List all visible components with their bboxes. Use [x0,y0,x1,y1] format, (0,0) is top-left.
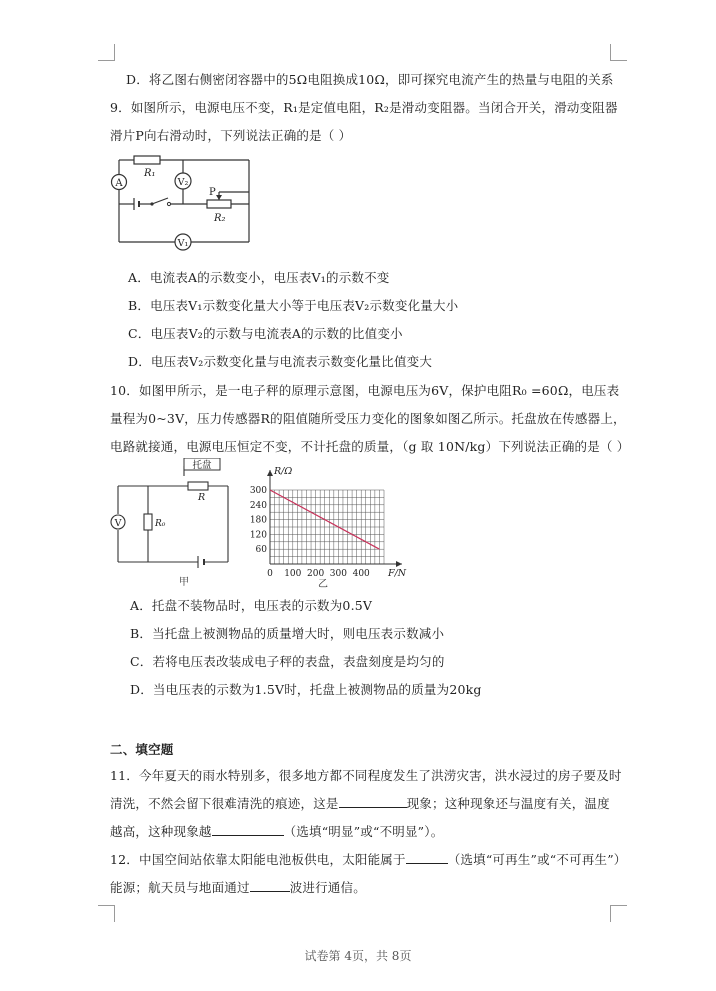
q9-slider-arrow-icon [216,195,222,200]
q9-label-v2: V₂ [177,177,189,188]
q9-label-r2: R₂ [214,213,226,224]
q12-line2 [110,878,366,896]
chart-x-tick-label: 0 [267,569,273,579]
q10-stem-line3: 电路就接通，电源电压恒定不变，不计托盘的质量，（g 取 10N/kg）下列说法正确的是（ ） [110,439,630,454]
chart-x-tick-label: 300 [329,569,347,579]
crop-mark-top-left [98,44,115,61]
q9-option-c: C．电压表V₂的示数与电流表A的示数的比值变小 [128,326,403,341]
q12-line1-text-b: （选填“可再生”或“不可再生”） [447,852,627,867]
q9-resistor-r2 [207,200,231,208]
q9-resistor-r1 [134,156,160,164]
q9-label-v1: V₁ [177,238,189,249]
q10-option-a: A．托盘不装物品时，电压表的示数为0.5V [130,598,373,613]
q11-line3-text-b: （选填“明显”或“不明显”）。 [283,824,444,839]
chart-y-tick-label: 120 [249,530,267,541]
q10-label-v: V [114,518,122,529]
q10-option-c: C．若将电压表改装成电子秤的表盘，表盘刻度是均匀的 [130,654,445,669]
chart-y-tick-label: 240 [249,500,267,511]
q11-line2 [110,794,610,812]
q10-graph-yi [248,464,418,588]
chart-x-axis-label: F/N [388,568,407,579]
q9-option-a: A．电流表A的示数变小，电压表V₁的示数不变 [128,270,390,285]
q9-label-r1: R₁ [144,168,156,179]
q10-resistor-r0 [144,514,152,530]
q10-stem-line2: 量程为0~3V，压力传感器R的阻值随所受压力变化的图象如图乙所示。托盘放在传感器上， [110,411,626,426]
q11-line3-text-a: 越高，这种现象越 [110,824,212,839]
q9-stem-line1: 9．如图所示，电源电压不变，R₁是定值电阻，R₂是滑动变阻器。当闭合开关，滑动变阻器 [110,100,618,115]
q11-blank-2[interactable] [212,823,284,836]
q11-line3 [110,822,443,840]
q12-line2-text-b: 波进行通信。 [289,880,366,895]
q10-pressure-sensor-r [188,482,208,490]
q10-label-tray: 托盘 [192,460,212,471]
q10-circuit-figure-jia [104,458,234,588]
q11-blank-1[interactable] [339,795,407,808]
chart-y-axis-arrow-icon [267,470,273,476]
q10-caption-jia: 甲 [179,577,189,588]
chart-x-tick-label: 200 [307,569,325,579]
q10-label-r0: R₀ [155,519,166,529]
q10-label-r: R [198,492,206,503]
q9-switch-pivot [150,202,153,205]
q11-line1: 11．今年夏天的雨水特别多，很多地方都不同程度发生了洪涝灾害，洪水浸过的房子要及时 [110,768,622,783]
q9-label-a: A [115,178,123,189]
q8-option-d: D．将乙图右侧密闭容器中的5Ω电阻换成10Ω，即可探究电流产生的热量与电阻的关系 [126,72,614,87]
q12-blank-2[interactable] [250,879,290,892]
chart-y-tick-label: 60 [255,545,267,556]
q12-line1 [110,850,626,868]
q10-stem-line1: 10．如图甲所示，是一电子秤的原理示意图，电源电压为6V，保护电阻R₀ =60Ω，电压表 [110,383,620,398]
q9-option-d: D．电压表V₂示数变化量与电流表示数变化量比值变大 [128,354,433,369]
q12-line1-text-a: 12．中国空间站依靠太阳能电池板供电，太阳能属于 [110,852,406,867]
crop-mark-top-right [610,44,627,61]
chart-x-tick-label: 400 [352,569,370,579]
q9-label-p: P [209,187,216,198]
chart-y-tick-label: 180 [249,515,267,526]
chart-y-tick-label: 300 [249,486,267,496]
q9-circuit-figure [106,152,256,256]
q9-switch-contact [167,202,170,205]
chart-x-tick-label: 100 [284,569,302,579]
q12-blank-1[interactable] [406,851,448,864]
q9-option-b: B．电压表V₁示数变化量大小等于电压表V₂示数变化量大小 [128,298,459,313]
q10-option-d: D．当电压表的示数为1.5V时，托盘上被测物品的质量为20kg [130,682,482,697]
chart-x-axis-arrow-icon [396,561,402,567]
section2-heading: 二、填空题 [110,742,174,757]
chart-caption: 乙 [318,579,328,588]
q11-line2-text-b: 现象；这种现象还与温度有关，温度 [406,796,610,811]
q12-line2-text-a: 能源；航天员与地面通过 [110,880,250,895]
q9-stem-line2: 滑片P向右滑动时，下列说法正确的是（ ） [110,128,352,143]
q11-line2-text-a: 清洗，不然会留下很难清洗的痕迹，这是 [110,796,339,811]
q10-option-b: B．当托盘上被测物品的质量增大时，则电压表示数减小 [130,626,445,641]
page-footer: 试卷第 4页，共 8页 [304,949,412,963]
chart-y-axis-label: R/Ω [274,466,293,477]
crop-mark-bottom-left [98,905,115,922]
crop-mark-bottom-right [610,905,627,922]
